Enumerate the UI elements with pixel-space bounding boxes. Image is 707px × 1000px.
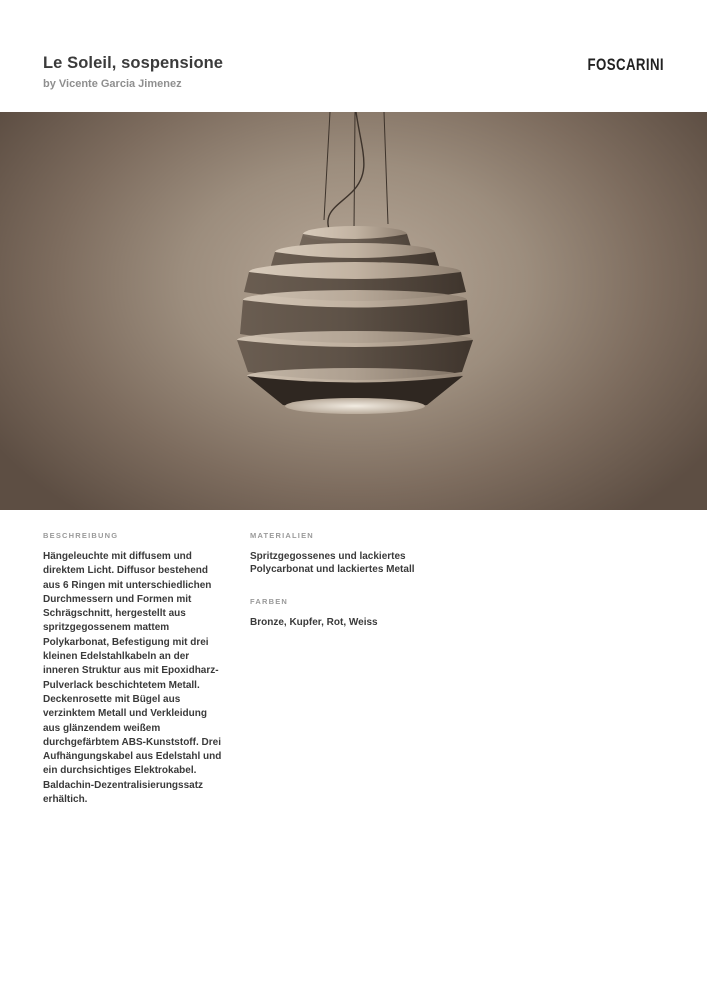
description-text: Hängeleuchte mit diffusem und direktem Licht. Diffusor bestehend aus 6 Ringen mit unterschiedlichen Durchmessern und Formen mit Schrägschnitt, hergestellt aus spritzgegossenem mattem Polykarbonat, Befestigung mit drei kleinen Edelstahlkabeln an der inneren Struktur aus mit Epoxidharz-Pulverlack beschichtetem Metall. Deckenrosette mit Bügel aus verzinktem Metall und Verkleidung aus glänzendem weißem durchgefärbtem ABS-Kunststoff. Drei Aufhängungskabel aus Edelstahl und ein durchsichtiges Elektrokabel. Baldachin-Dezentralisierungssatz erhältich. [43,551,222,806]
product-title: Le Soleil, sospensione [43,54,224,72]
pendant-lamp-illustration [0,112,707,510]
colors-label: FARBEN [250,597,289,606]
brand-logo: FOSCARINI [587,55,664,74]
description-label: BESCHREIBUNG [43,531,119,540]
colors-text: Bronze, Kupfer, Rot, Weiss [250,617,378,628]
product-photo [0,112,707,510]
designer-credit: by Vicente Garcia Jimenez [43,78,182,90]
materials-text: Spritzgegossenes und lackiertes Polycarbonat und lackiertes Metall [250,551,415,575]
header [0,0,707,112]
materials-label: MATERIALIEN [250,531,314,540]
